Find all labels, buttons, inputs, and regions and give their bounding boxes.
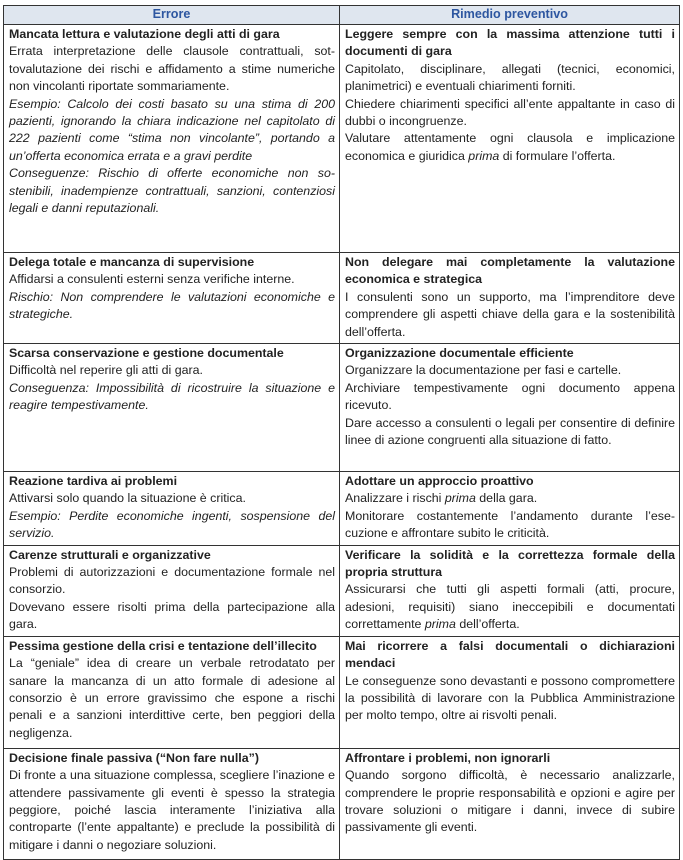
- error-body: Attivarsi solo quando la situazione è critica.: [9, 491, 246, 506]
- remedy-paragraph: Monitorare costantemente l’andamento durante l’esecuzione e affrontare subito le criticità.: [345, 508, 675, 541]
- remedy-title: Non delegare mai completamente la valutazione economica e strategica: [345, 255, 675, 287]
- remedy-paragraph: [345, 581, 675, 633]
- remedy-text: Valutare attentamente ogni clausola e implicazione economica e giuridica: [345, 131, 675, 163]
- remedy-emphasis: prima: [468, 148, 500, 163]
- table-row: [4, 545, 680, 636]
- remedy-cell: [340, 545, 680, 636]
- remedy-paragraph: Dare accesso a consulenti o legali per consentire di definire linee di azione congruenti alla situazione di fatto.: [345, 415, 675, 448]
- remedy-paragraph: [345, 130, 675, 165]
- table-row: [4, 253, 680, 344]
- remedy-cell: [340, 25, 680, 253]
- remedy-cell: [340, 472, 680, 546]
- remedy-cell: [340, 748, 680, 859]
- error-title: Scarsa conservazione e gestione documentale: [9, 346, 284, 361]
- remedy-paragraph: I consulenti sono un supporto, ma l’imprenditore deve comprendere gli aspetti chiave della gara e la sostenibilità dell’offerta.: [345, 289, 675, 339]
- remedy-title: Adottare un approccio proattivo: [345, 474, 534, 489]
- error-consequence: Conseguenza: Impossibilità di ricostruire la situazione e reagire tempestivamente.: [9, 380, 335, 413]
- remedy-title: Affrontare i problemi, non ignorarli: [345, 750, 551, 765]
- errors-remedies-table: [3, 5, 680, 860]
- remedy-cell: [340, 253, 680, 344]
- remedy-title: Verificare la solidità e la correttezza formale della propria struttura: [345, 547, 675, 580]
- remedy-text: di formulare l’offerta.: [499, 148, 616, 163]
- remedy-paragraph: Organizzare la documentazione per fasi e cartelle.: [345, 363, 622, 378]
- remedy-title: Mai ricorrere a falsi documentali o dichiarazioni mendaci: [345, 638, 675, 671]
- remedy-paragraph: Chiedere chiarimenti specifici all’ente appaltante in caso di dubbi o incongruenze.: [345, 96, 675, 129]
- table-row: [4, 344, 680, 472]
- error-body: Errata interpretazione delle clausole contrattuali, sottovalutazione dei rischi e affidamento a stime numeriche non vincolanti riportate sommariamente.: [9, 44, 335, 94]
- table-row: [4, 25, 680, 253]
- remedy-emphasis: prima: [424, 617, 456, 632]
- remedy-text: della gara.: [475, 491, 538, 506]
- error-title: Pessima gestione della crisi e tentazione dell’illecito: [9, 638, 317, 653]
- error-body: La “geniale” idea di creare un verbale retrodatato per sanare la mancanza di un atto formale di adesione al consorzio è un errore gravissimo che espone a rischi penali e a sanzioni interdittive certe, ben peggiori della negligenza.: [9, 656, 335, 740]
- remedy-paragraph: Capitolato, disciplinare, allegati (tecnici, economici, planimetrici) e eventuali chiarimenti forniti.: [345, 61, 675, 94]
- error-title: Mancata lettura e valutazione degli atti di gara: [9, 27, 280, 41]
- error-body: Di fronte a una situazione complessa, scegliere l’inazione e attendere passivamente gli eventi è spesso la strategia peggiore, poiché lascia interamente l’iniziativa alla controparte (l’ente appaltante) e preclude la possibilità di mitigare i danni o negoziare soluzioni.: [9, 768, 335, 852]
- error-title: Reazione tardiva ai problemi: [9, 474, 178, 489]
- error-cell: [4, 545, 340, 636]
- error-body: Affidarsi a consulenti esterni senza verifiche interne.: [9, 272, 295, 287]
- remedy-cell: [340, 636, 680, 748]
- remedy-emphasis: prima: [444, 491, 476, 506]
- table-row: [4, 748, 680, 859]
- error-body: Problemi di autorizzazioni e documentazione formale nel consorzio.: [9, 565, 335, 597]
- error-cell: [4, 253, 340, 344]
- error-body: Dovevano essere risolti prima della partecipazione alla gara.: [9, 599, 335, 632]
- remedy-paragraph: Archiviare tempestivamente ogni documento appena ricevuto.: [345, 380, 675, 413]
- header-errore: Errore: [4, 6, 340, 25]
- error-cell: [4, 25, 340, 253]
- remedy-cell: [340, 344, 680, 472]
- table-row: [4, 636, 680, 748]
- error-cell: [4, 748, 340, 859]
- error-cell: [4, 344, 340, 472]
- remedy-paragraph: Quando sorgono difficoltà, è necessario analizzarle, comprendere le proprie responsabilità e opzioni e agire per trovare soluzioni o mitigare i danni, invece di subire passivamente gli eventi.: [345, 768, 675, 835]
- header-rimedio: Rimedio preventivo: [340, 6, 680, 25]
- error-cell: [4, 636, 340, 748]
- error-title: Delega totale e mancanza di supervisione: [9, 255, 255, 269]
- remedy-paragraph: Le conseguenze sono devastanti e possono compromettere la possibilità di lavorare con la Pubblica Amministrazione per molto tempo, oltre ai risvolti penali.: [345, 673, 675, 723]
- error-title: Carenze strutturali e organizzative: [9, 547, 211, 562]
- error-cell: [4, 472, 340, 546]
- remedy-text: dell’offerta.: [455, 617, 520, 632]
- error-risk: Rischio: Non comprendere le valutazioni economiche e strategiche.: [9, 289, 335, 322]
- error-example: Esempio: Calcolo dei costi basato su una stima di 200 pazienti, ignorando la chiara indicazione nel capitolato di 222 pazienti come “stima non vincolante”, portando a un’offerta economica errata e a gravi perdite: [9, 96, 335, 163]
- error-body: Difficoltà nel reperire gli atti di gara.: [9, 363, 203, 378]
- table-header-row: [4, 6, 680, 25]
- error-title: Decisione finale passiva (“Non fare nulla”): [9, 750, 259, 765]
- error-example: Esempio: Perdite economiche ingenti, sospensione del servizio.: [9, 508, 335, 541]
- remedy-text: Analizzare i rischi: [345, 491, 445, 506]
- error-consequence: Conseguenze: Rischio di offerte economiche non sostenibili, inadempienze contrattuali, sanzioni, contenziosi legali e danni reputazionali.: [9, 166, 335, 216]
- remedy-text: Assicurarsi che tutti gli aspetti formali (atti, procure, adesioni, requisiti) siano ineccepibili e documentati correttamente: [345, 582, 675, 632]
- remedy-paragraph: [345, 490, 675, 507]
- table-row: [4, 472, 680, 546]
- remedy-title: Organizzazione documentale efficiente: [345, 346, 574, 361]
- remedy-title: Leggere sempre con la massima attenzione tutti i documenti di gara: [345, 27, 675, 59]
